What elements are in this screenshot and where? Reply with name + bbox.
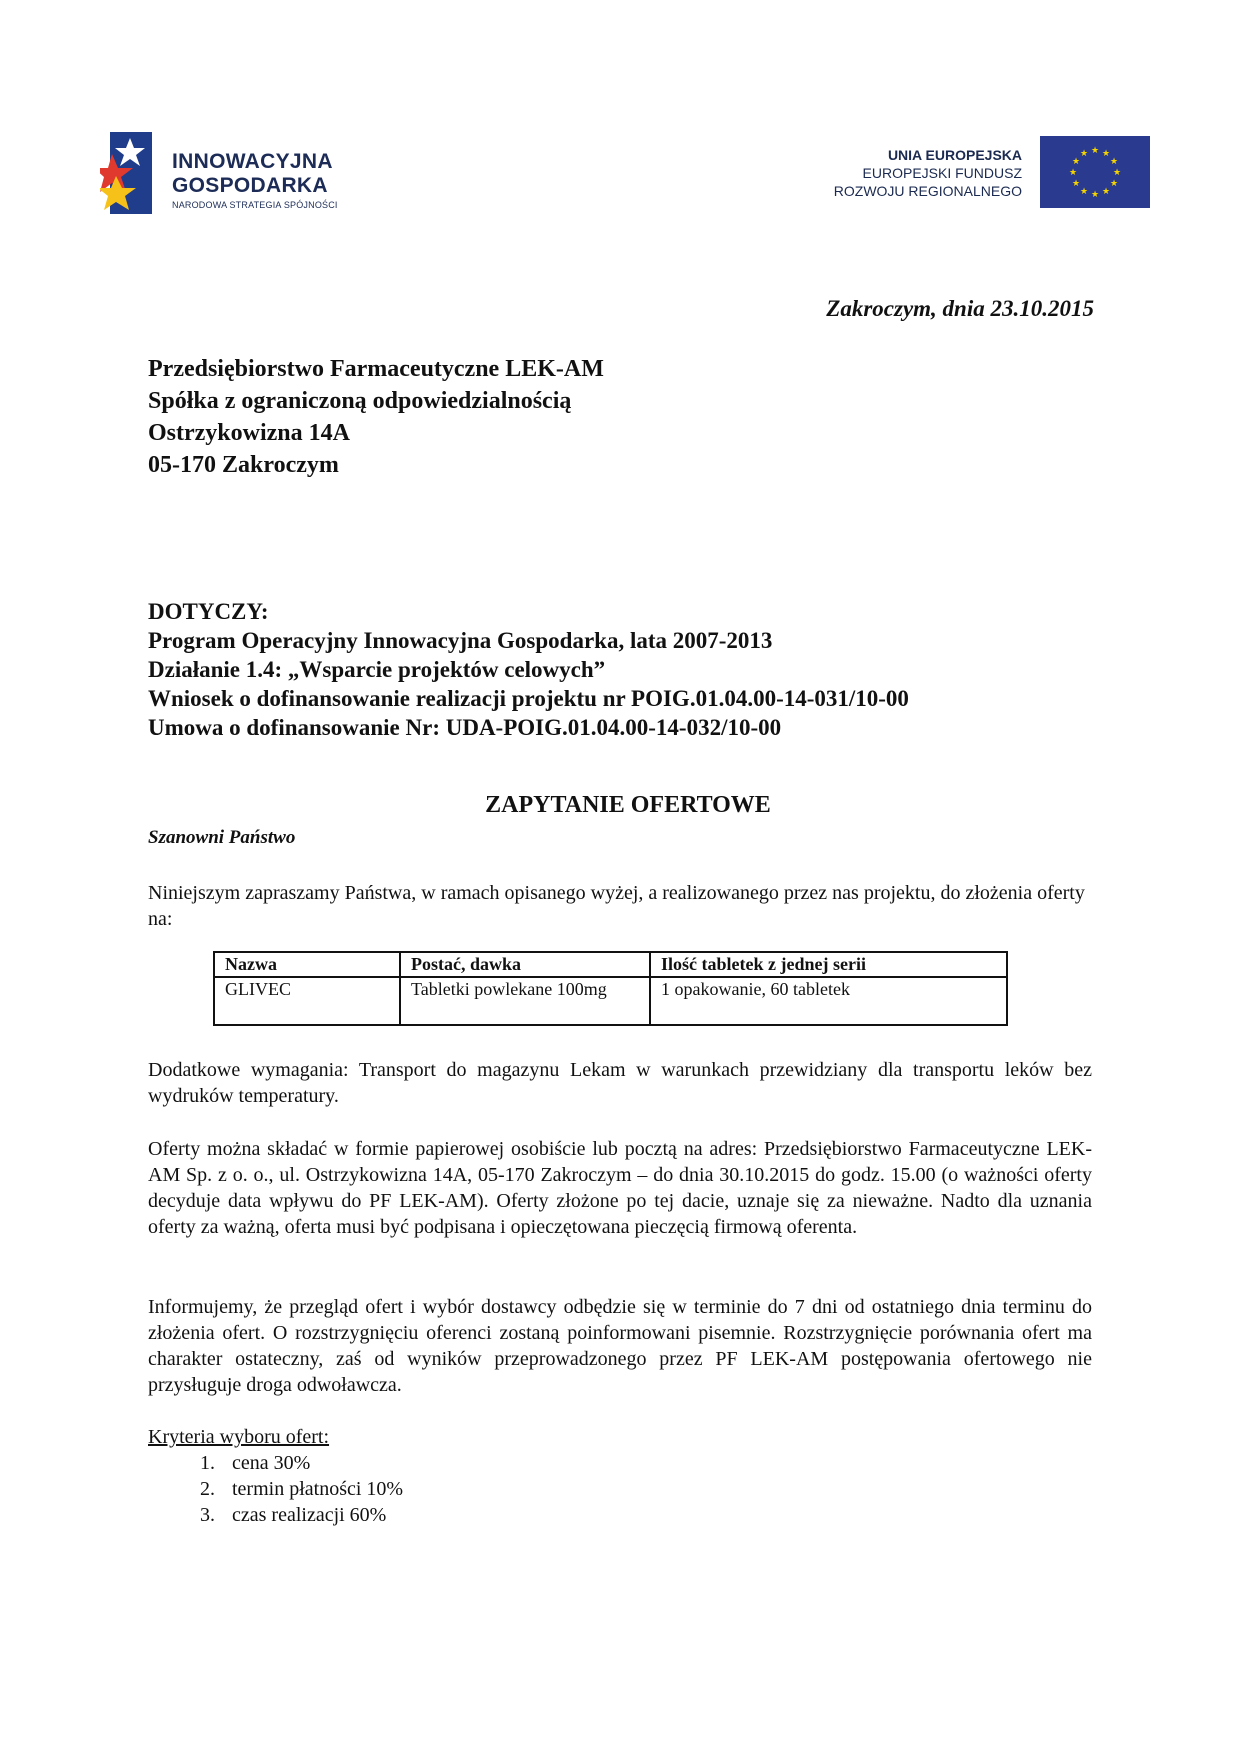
eu-logo-text [834,146,1022,200]
subject-block [148,597,909,742]
recipient-address [148,353,604,481]
eu-flag-icon [1040,136,1150,208]
eu-logo-line1: UNIA EUROPEJSKA [887,147,1022,163]
svg-text:★: ★ [1079,149,1089,159]
intro-paragraph: Niniejszym zapraszamy Państwa, w ramach opisanego wyżej, a realizowanego przez nas projektu, do złożenia oferty na: [148,882,1085,930]
svg-text:★: ★ [1109,157,1119,167]
subject-line: Wniosek o dofinansowanie realizacji projektu nr POIG.01.04.00-14-031/10-00 [148,686,909,711]
svg-text:★: ★ [1101,149,1111,159]
table-row [214,977,1007,1025]
logo-left-line3: NARODOWA STRATEGIA SPÓJNOŚCI [172,200,338,210]
address-line: Ostrzykowizna 14A [148,420,350,446]
svg-text:★: ★ [1109,179,1119,189]
table-cell: GLIVEC [214,977,400,1025]
address-line: Spółka z ograniczoną odpowiedzialnością [148,388,572,414]
criteria-heading: Kryteria wyboru ofert: [148,1426,330,1448]
criteria-item: 1. cena 30% [220,1450,403,1476]
address-line: 05-170 Zakroczym [148,452,339,478]
svg-text:★: ★ [1079,187,1089,197]
svg-text:★: ★ [1090,146,1100,156]
eu-logo-line2: EUROPEJSKI FUNDUSZ [862,165,1022,181]
offers-paragraph: Oferty można składać w formie papierowej osobiście lub pocztą na adres: Przedsiębiorstwo Farmaceutyczne LEK-AM Sp. z o. o., ul. Ostrzykowizna 14A, 05-170 Zakroczym – do dnia 30.10.2015 do godz. 15.00 (o ważności oferty decyduje data wpływu do PF LEK-AM). Oferty złożone po tej dacie, uznaje się za nieważne. Nadto dla uznania oferty za ważną, oferta musi być podpisana i opieczętowana pieczęcią firmową oferenta. [148,1138,1092,1238]
document-title-text: ZAPYTANIE OFERTOWE [485,792,771,818]
logo-left-line1: INNOWACYJNA [172,150,333,173]
criteria-list [148,1450,403,1528]
svg-text:★: ★ [1101,187,1111,197]
greeting: Szanowni Państwo [148,827,296,848]
criteria-section [148,1424,403,1528]
info-paragraph: Informujemy, że przegląd ofert i wybór dostawcy odbędzie się w terminie do 7 dni od ostatniego dnia terminu do złożenia ofert. O rozstrzygnięciu oferenci zostaną poinformowani pisemnie. Rozstrzygnięcie porównania ofert ma charakter ostateczny, zaś od wyników przeprowadzonego przez PF LEK-AM postępowania ofertowego nie przysługuje droga odwoławcza. [148,1296,1092,1396]
eu-logo-line3: ROZWOJU REGIONALNEGO [833,183,1022,199]
innowacyjna-gospodarka-emblem-icon [100,132,152,214]
subject-line: Program Operacyjny Innowacyjna Gospodarka, lata 2007-2013 [148,628,773,653]
table-header-cell: Nazwa [214,952,400,977]
svg-text:★: ★ [1112,168,1122,178]
svg-text:★: ★ [1071,157,1081,167]
table-cell: Tabletki powlekane 100mg [400,977,650,1025]
table-header-cell: Postać, dawka [400,952,650,977]
subject-heading: DOTYCZY: [148,599,269,624]
subject-line: Umowa o dofinansowanie Nr: UDA-POIG.01.04.00-14-032/10-00 [148,715,782,740]
table-header-row [214,952,1007,977]
table-cell: 1 opakowanie, 60 tabletek [650,977,1007,1025]
svg-text:★: ★ [1090,190,1100,200]
items-table [213,951,1008,1026]
subject-line: Działanie 1.4: „Wsparcie projektów celowych” [148,657,606,682]
criteria-item: 3. czas realizacji 60% [220,1502,403,1528]
innowacyjna-gospodarka-logo [100,130,370,216]
table-header-cell: Ilość tabletek z jednej serii [650,952,1007,977]
criteria-item: 2. termin płatności 10% [220,1476,403,1502]
logo-left-line2: GOSPODARKA [172,174,328,197]
requirements-paragraph: Dodatkowe wymagania: Transport do magazynu Lekam w warunkach przewidziany dla transportu leków bez wydruków temperatury. [148,1059,1092,1107]
svg-text:★: ★ [1071,179,1081,189]
address-line: Przedsiębiorstwo Farmaceutyczne LEK-AM [148,356,604,382]
document-title [0,792,1240,819]
svg-text:★: ★ [1068,168,1078,178]
document-date: Zakroczym, dnia 23.10.2015 [826,296,1094,321]
